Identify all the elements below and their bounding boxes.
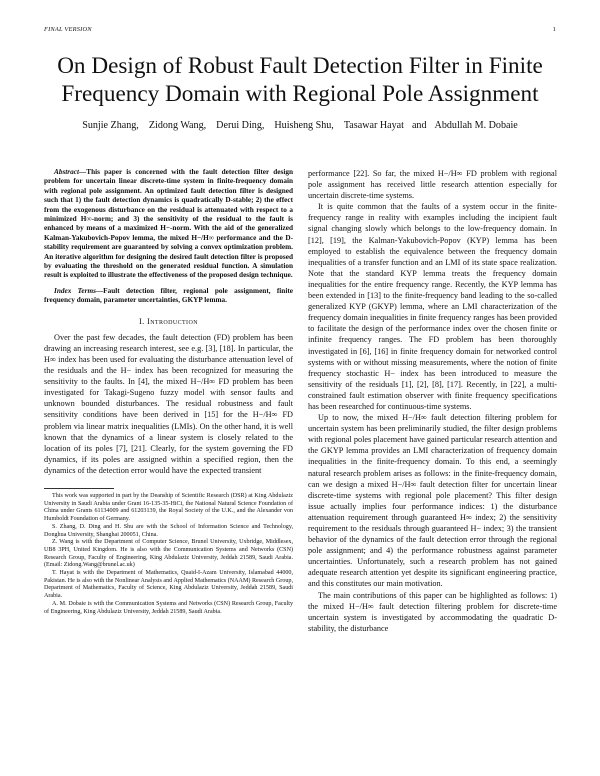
index-terms xyxy=(44,287,293,306)
body-paragraph: Up to now, the mixed H−/H∞ fault detection filtering problem for uncertain system has been preliminarily studied, the filter design problems with regional poles placement have gained particular research attention and the GKYP lemma provides an LMI characterization of frequency domain inequalities in the finite-frequency domain. To this end, a seemingly natural research problem arises as follows: in the finite-frequency domain, can we design a mixed H−/H∞ fault detection filter for uncertain linear discrete-time systems with regional pole placement? This filter design issue actually implies four performance indices: 1) the disturbance attenuation requirement through guaranteed H∞ index; 2) the sensitivity requirement to the residuals through guaranteed H− index; 3) the transient behavior of the dynamics of the fault detection error through the regional pole assignment; and 4) the performance robustness against parameter uncertainties. Unfortunately, such a research problem has not gained adequate research attention yet despite its significant engineering practice, and this constitutes our main motivation. xyxy=(308,413,557,589)
footnote-funding: This work was supported in part by the Deanship of Scientific Research (DSR) at King Abdulaziz University in Saudi Arabia under Grant 16-135-35-HiCi, the National Natural Science Foundation of China under Grants 61134009 and 61203139, the Royal Society of the U.K., and the Alexander von Humboldt Foundation of Germany. xyxy=(44,493,293,523)
author: Tasawar Hayat xyxy=(343,120,404,131)
footnote-affiliation: T. Hayat is with the Department of Mathematics, Quaid-I-Azam University, Islamabad 44000, Pakistan. He is also with the Nonlinear Analysis and Applied Mathematics (NAAM) Research Group, Department of Mathematics, Faculty of Science, King Abdulaziz University, Jeddah 21589, Saudi Arabia. xyxy=(44,570,293,600)
body-paragraph: Over the past few decades, the fault detection (FD) problem has been drawing an increasing research interest, see e.g. [3], [18]. In particular, the H∞ index has been used for evaluating the disturbance attenuation level of the residuals and the H− index has been recognized for measuring the sensitivity to the faults. In [4], the mixed H−/H∞ FD problem has been investigated for Takagi-Sugeno fuzzy model with sensor faults and unknown bounded disturbances. The residual robustness and fault sensitivity conditions have been derived in [15] for the H−/H∞ FD problem via linear matrix inequalities (LMIs). On the other hand, it is well known that the dynamics of a linear system is closely related to the location of its poles [7], [21]. Clearly, for the system governing the FD dynamics, if its poles are assigned within a specified region, then the dynamics of the detection error would have the expected transient xyxy=(44,332,293,475)
body-paragraph: The main contributions of this paper can be highlighted as follows: 1) the mixed H−/H∞ fault detection filtering problem for discrete-time uncertain system is investigated by accommodating the quadratic D-stability, the disturbance xyxy=(308,590,557,633)
left-column xyxy=(44,168,293,616)
author: Huisheng Shu, xyxy=(274,120,334,131)
section-heading: I. Introduction xyxy=(139,316,198,326)
author: Zidong Wang, xyxy=(148,120,207,131)
body-paragraph: performance [22]. So far, the mixed H−/H∞ FD problem with regional pole assignment has received little research attention especially for uncertain discrete-time systems. xyxy=(308,169,557,201)
author: Sunjie Zhang, xyxy=(82,120,139,131)
abstract-label: Abstract— xyxy=(54,168,87,176)
running-head xyxy=(44,26,556,36)
footnote-affiliation: S. Zhang, D. Ding and H. Shu are with the School of Information Science and Technology, Donghua University, Shanghai 200051, China. xyxy=(44,523,293,538)
paper-title: On Design of Robust Fault Detection Filter in Finite Frequency Domain with Regional Pole Assignment xyxy=(57,53,543,107)
page-number: 1 xyxy=(552,26,556,33)
author-list xyxy=(30,119,570,132)
body-paragraph: It is quite common that the faults of a system occur in the finite-frequency range in reality with examples including the incipient fault signal changing slowly which belongs to the low-frequency domain. In [12], [19], the Kalman-Yakubovich-Popov (KYP) lemma has been employed to establish the equivalence between the frequency domain inequalities of a transfer function and an LMI of its state space realization. Note that the standard KYP lemma treats the frequency domain inequalities for the entire frequency range. Recently, the KYP lemma has been extended in [13] to the finite-frequency band leading to the so-called generalized KYP (GKYP) lemma, where an LMI characterization of the frequency domain inequalities in finite frequency ranges has been provided to facilitate the design of the performance index over the chosen finite or infinite frequency ranges. The FD problem has been thoroughly investigated in [6], [16] in finite frequency domain for networked control systems with or without missing measurements, where the notion of finite frequency stochastic H− index has been introduced to measure the sensitivity of the residuals [1], [2], [8], [17]. Recently, in [22], a multi-constrained fault estimation observer with finite frequency specifications has been researched for continuous-time systems. xyxy=(308,202,557,411)
index-terms-text: Fault detection filter, regional pole assignment, finite frequency domain, parameter uncertainties, GKYP lemma. xyxy=(44,286,293,305)
author-conjunction: and xyxy=(411,120,427,131)
footnote-affiliation: A. M. Dobaie is with the Communication Systems and Networks (CSN) Research Group, Faculty of Engineering, King Abdulaziz University, Jeddah 21589, Saudi Arabia. xyxy=(44,600,293,615)
right-column xyxy=(308,168,557,634)
author: Abdullah M. Dobaie xyxy=(434,120,518,131)
running-head-label: FINAL VERSION xyxy=(44,26,92,33)
footnote-divider xyxy=(44,488,114,489)
abstract xyxy=(44,168,293,281)
author: Derui Ding, xyxy=(216,120,265,131)
abstract-text: This paper is concerned with the fault detection filter design problem for uncertain linear discrete-time system in finite-frequency domain with regional pole assignment. An optimized fault detection filter is designed such that 1) the fault detection dynamics is quadratically D-stable; 2) the effect from the exogenous disturbance on the residual is attenuated with respect to a minimized H∞-norm; and 3) the sensitivity of the residual to the fault is enhanced by means of a maximized H−-norm. With the aid of the generalized Kalman-Yakubovich-Popov lemma, the mixed H−/H∞ performance and the D-stability requirement are guaranteed by solving a convex optimization problem. An iterative algorithm for designing the desired fault detection filter is proposed by evaluating the threshold on the generated residual function. A simulation result is exploited to illustrate the effectiveness of the proposed design technique. xyxy=(44,168,293,280)
index-terms-label: Index Terms— xyxy=(54,286,104,295)
footnote-affiliation: Z. Wang is with the Department of Computer Science, Brunel University, Uxbridge, Middlesex, UB8 3PH, United Kingdom. He is also with the Communication Systems and Networks (CSN) Research Group, Faculty of Engineering, King Abdulaziz University, Jeddah 21589, Saudi Arabia. (Email: Zidong.Wang@brunel.ac.uk) xyxy=(44,539,293,569)
